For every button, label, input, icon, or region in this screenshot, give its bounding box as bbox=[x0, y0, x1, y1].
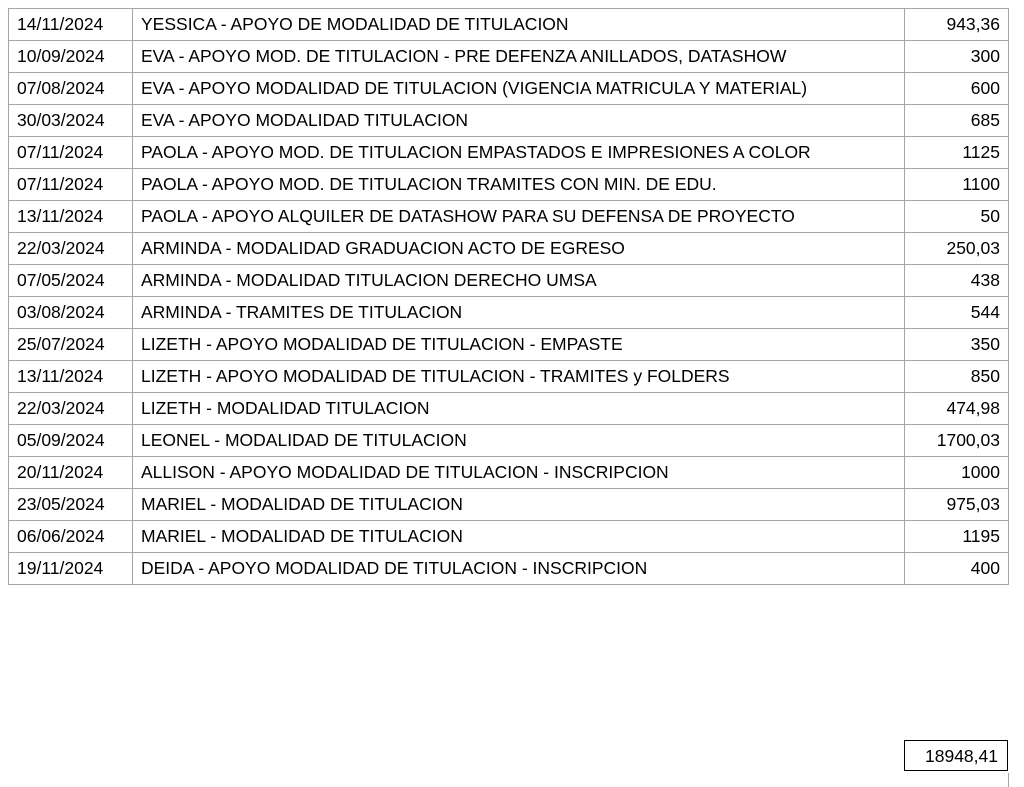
cell-date[interactable]: 10/09/2024 bbox=[9, 41, 133, 73]
cell-date[interactable]: 13/11/2024 bbox=[9, 361, 133, 393]
table-row bbox=[9, 201, 1009, 233]
cell-amount[interactable]: 685 bbox=[905, 105, 1009, 137]
cell-date[interactable]: 22/03/2024 bbox=[9, 233, 133, 265]
cell-description[interactable]: LIZETH - MODALIDAD TITULACION bbox=[133, 393, 905, 425]
table-row bbox=[9, 393, 1009, 425]
cell-amount[interactable]: 943,36 bbox=[905, 9, 1009, 41]
table-row bbox=[9, 41, 1009, 73]
cell-amount[interactable]: 1125 bbox=[905, 137, 1009, 169]
cell-description[interactable]: EVA - APOYO MODALIDAD DE TITULACION (VIGENCIA MATRICULA Y MATERIAL) bbox=[133, 73, 905, 105]
cell-description[interactable]: EVA - APOYO MODALIDAD TITULACION bbox=[133, 105, 905, 137]
cell-date[interactable]: 07/08/2024 bbox=[9, 73, 133, 105]
table-row bbox=[9, 233, 1009, 265]
cell-date[interactable]: 07/05/2024 bbox=[9, 265, 133, 297]
cell-amount[interactable]: 544 bbox=[905, 297, 1009, 329]
cell-description[interactable]: ARMINDA - MODALIDAD GRADUACION ACTO DE EGRESO bbox=[133, 233, 905, 265]
table-edge-line bbox=[1008, 773, 1009, 787]
cell-description[interactable]: MARIEL - MODALIDAD DE TITULACION bbox=[133, 489, 905, 521]
cell-amount[interactable]: 1000 bbox=[905, 457, 1009, 489]
cell-date[interactable]: 20/11/2024 bbox=[9, 457, 133, 489]
total-container bbox=[904, 740, 1008, 771]
cell-description[interactable]: LIZETH - APOYO MODALIDAD DE TITULACION - EMPASTE bbox=[133, 329, 905, 361]
cell-amount[interactable]: 350 bbox=[905, 329, 1009, 361]
cell-date[interactable]: 13/11/2024 bbox=[9, 201, 133, 233]
cell-date[interactable]: 22/03/2024 bbox=[9, 393, 133, 425]
cell-amount[interactable]: 474,98 bbox=[905, 393, 1009, 425]
cell-description[interactable]: MARIEL - MODALIDAD DE TITULACION bbox=[133, 521, 905, 553]
table-row bbox=[9, 489, 1009, 521]
cell-date[interactable]: 25/07/2024 bbox=[9, 329, 133, 361]
cell-description[interactable]: EVA - APOYO MOD. DE TITULACION - PRE DEFENZA ANILLADOS, DATASHOW bbox=[133, 41, 905, 73]
table-row bbox=[9, 169, 1009, 201]
cell-description[interactable]: ARMINDA - TRAMITES DE TITULACION bbox=[133, 297, 905, 329]
cell-description[interactable]: YESSICA - APOYO DE MODALIDAD DE TITULACION bbox=[133, 9, 905, 41]
cell-date[interactable]: 06/06/2024 bbox=[9, 521, 133, 553]
cell-date[interactable]: 14/11/2024 bbox=[9, 9, 133, 41]
cell-amount[interactable]: 250,03 bbox=[905, 233, 1009, 265]
cell-amount[interactable]: 1195 bbox=[905, 521, 1009, 553]
cell-description[interactable]: PAOLA - APOYO MOD. DE TITULACION EMPASTADOS E IMPRESIONES A COLOR bbox=[133, 137, 905, 169]
cell-amount[interactable]: 400 bbox=[905, 553, 1009, 585]
cell-description[interactable]: PAOLA - APOYO MOD. DE TITULACION TRAMITES CON MIN. DE EDU. bbox=[133, 169, 905, 201]
cell-amount[interactable]: 1100 bbox=[905, 169, 1009, 201]
ledger-table bbox=[8, 8, 1009, 585]
table-row bbox=[9, 9, 1009, 41]
cell-date[interactable]: 03/08/2024 bbox=[9, 297, 133, 329]
total-amount[interactable]: 18948,41 bbox=[904, 740, 1008, 771]
cell-date[interactable]: 19/11/2024 bbox=[9, 553, 133, 585]
cell-amount[interactable]: 1700,03 bbox=[905, 425, 1009, 457]
table-row bbox=[9, 297, 1009, 329]
cell-description[interactable]: PAOLA - APOYO ALQUILER DE DATASHOW PARA SU DEFENSA DE PROYECTO bbox=[133, 201, 905, 233]
table-row bbox=[9, 105, 1009, 137]
cell-description[interactable]: LIZETH - APOYO MODALIDAD DE TITULACION - TRAMITES y FOLDERS bbox=[133, 361, 905, 393]
table-row bbox=[9, 425, 1009, 457]
cell-date[interactable]: 07/11/2024 bbox=[9, 137, 133, 169]
cell-amount[interactable]: 438 bbox=[905, 265, 1009, 297]
cell-amount[interactable]: 600 bbox=[905, 73, 1009, 105]
cell-date[interactable]: 05/09/2024 bbox=[9, 425, 133, 457]
cell-description[interactable]: ALLISON - APOYO MODALIDAD DE TITULACION - INSCRIPCION bbox=[133, 457, 905, 489]
cell-description[interactable]: DEIDA - APOYO MODALIDAD DE TITULACION - INSCRIPCION bbox=[133, 553, 905, 585]
cell-description[interactable]: LEONEL - MODALIDAD DE TITULACION bbox=[133, 425, 905, 457]
cell-description[interactable]: ARMINDA - MODALIDAD TITULACION DERECHO UMSA bbox=[133, 265, 905, 297]
cell-amount[interactable]: 50 bbox=[905, 201, 1009, 233]
cell-amount[interactable]: 850 bbox=[905, 361, 1009, 393]
table-row bbox=[9, 553, 1009, 585]
table-row bbox=[9, 265, 1009, 297]
cell-amount[interactable]: 300 bbox=[905, 41, 1009, 73]
table-row bbox=[9, 73, 1009, 105]
ledger-table-body bbox=[9, 9, 1009, 585]
table-row bbox=[9, 521, 1009, 553]
cell-date[interactable]: 23/05/2024 bbox=[9, 489, 133, 521]
cell-date[interactable]: 07/11/2024 bbox=[9, 169, 133, 201]
table-row bbox=[9, 457, 1009, 489]
cell-date[interactable]: 30/03/2024 bbox=[9, 105, 133, 137]
table-row bbox=[9, 361, 1009, 393]
table-row bbox=[9, 329, 1009, 361]
cell-amount[interactable]: 975,03 bbox=[905, 489, 1009, 521]
spreadsheet-sheet bbox=[0, 8, 1024, 787]
table-row bbox=[9, 137, 1009, 169]
